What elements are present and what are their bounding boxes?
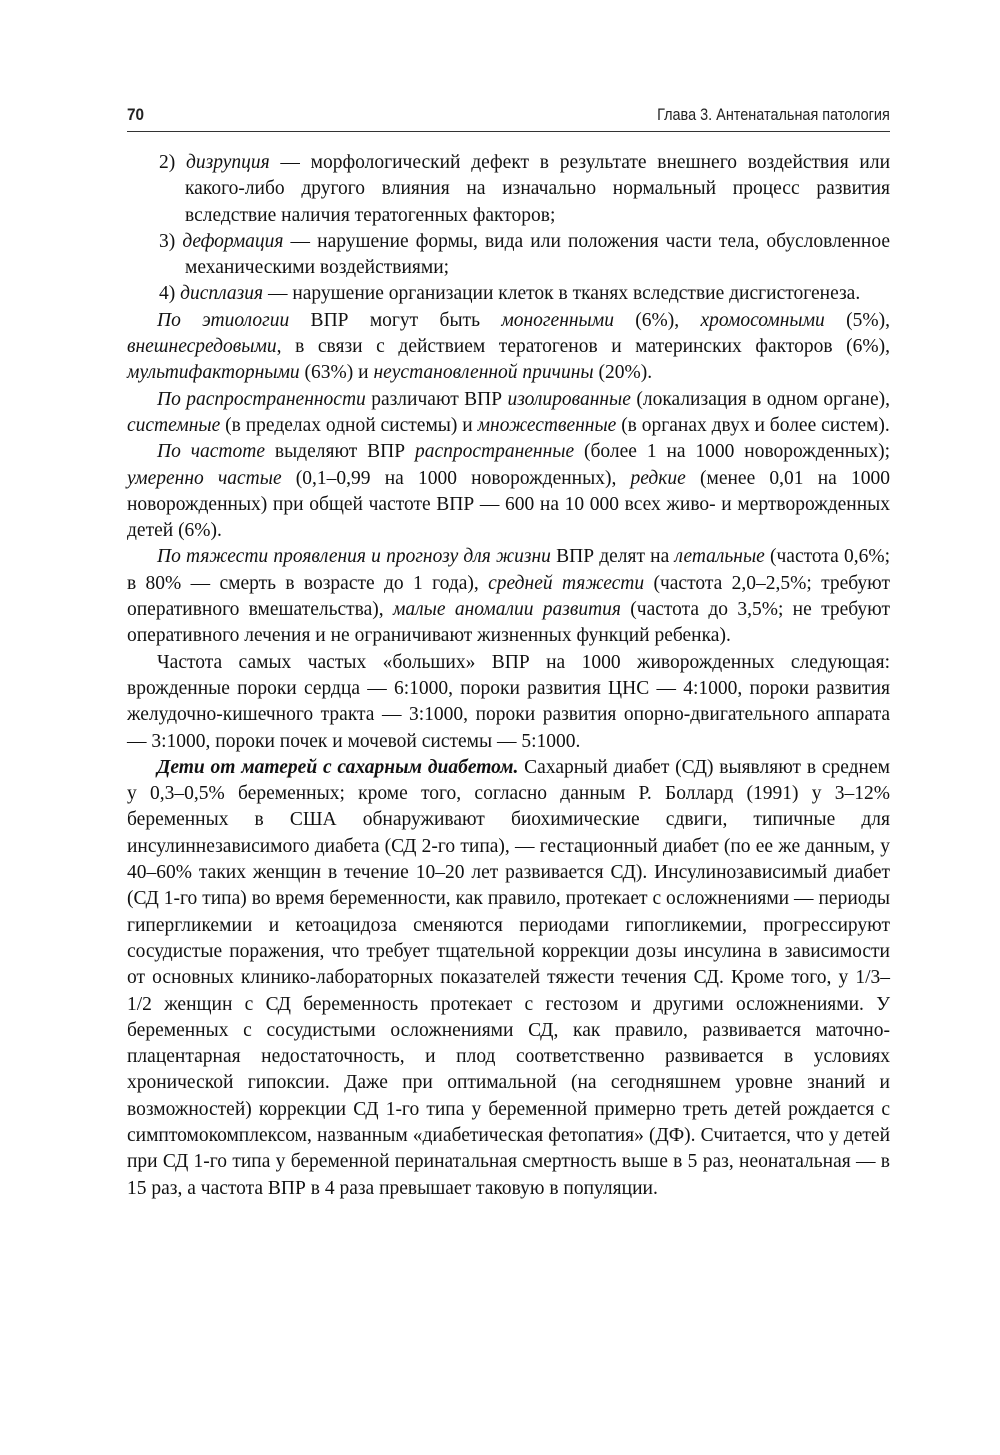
text-run: различают ВПР bbox=[365, 388, 508, 410]
term: средней тяжести bbox=[488, 572, 645, 594]
list-text: — морфологический дефект в результате внешнего воздействия или какого-либо другого влияния на изначально нормальный процесс развития вследствие наличия тератогенных факторов; bbox=[185, 152, 891, 226]
text-run: выделяют ВПР bbox=[264, 441, 415, 463]
text-run: (0,1–0,99 на 1000 новорожденных), bbox=[281, 467, 631, 489]
paragraph-diabetes bbox=[127, 755, 890, 1202]
list-term: дизрупция bbox=[186, 152, 270, 173]
list-marker: 2) bbox=[159, 152, 176, 173]
term: хромосомными bbox=[700, 309, 825, 331]
term: неустановленной причины bbox=[373, 362, 594, 384]
list-item bbox=[127, 229, 890, 282]
page-body bbox=[127, 150, 890, 1202]
list-marker: 4) bbox=[159, 283, 176, 305]
term: распространенные bbox=[414, 441, 575, 463]
term: мультифакторными bbox=[127, 362, 300, 384]
text-run: (в пределах одной системы) и bbox=[220, 414, 478, 436]
text-run: (частота 2,0–2,5%; требуют оперативного вмешательства), bbox=[127, 572, 891, 621]
section-heading: Дети от матерей с сахарным диабетом. bbox=[157, 756, 519, 778]
term: моногенными bbox=[501, 309, 614, 331]
text-run: (частота до 3,5%; не требуют оперативного лечения и не ограничивают жизненных функций ребенка). bbox=[127, 599, 890, 647]
list-term: деформация bbox=[182, 230, 284, 252]
term: множественные bbox=[477, 414, 617, 436]
term: системные bbox=[127, 414, 221, 436]
chapter-title: Глава 3. Антенатальная патология bbox=[657, 105, 890, 124]
text-run: (5%), bbox=[824, 309, 891, 331]
list-text: — нарушение организации клеток в тканях вследствие дисгистогенеза. bbox=[263, 283, 861, 305]
paragraph-frequency bbox=[127, 439, 890, 544]
text-run: ВПР делят на bbox=[550, 546, 675, 568]
page-number: 70 bbox=[127, 105, 145, 124]
text-run: (в органах двух и более систем). bbox=[616, 414, 890, 436]
text-run: (63%) и bbox=[299, 362, 374, 384]
page-header bbox=[127, 105, 890, 132]
list-term: дисплазия bbox=[180, 283, 264, 305]
text-run: (20%). bbox=[593, 362, 653, 384]
term: внешнесредовыми bbox=[127, 336, 277, 358]
text-run: , в связи с действием тератогенов и материнских факторов (6%), bbox=[276, 336, 890, 358]
text-run: (частота 0,6%; в 80% — смерть в возрасте до 1 года), bbox=[127, 546, 890, 594]
lead-term: По этиологии bbox=[157, 309, 290, 331]
paragraph-severity bbox=[127, 544, 890, 649]
term: редкие bbox=[630, 467, 686, 489]
paragraph-prevalence bbox=[127, 387, 890, 440]
paragraph-major-frequency: Частота самых частых «больших» ВПР на 1000 живорожденных следующая: врожденные пороки сердца — 6:1000, пороки развития ЦНС — 4:1000, пороки развития желудочно-кишечного тракта — 3:1000, пороки развития опорно-двигательного аппарата — 3:1000, пороки почек и мочевой системы — 5:1000. bbox=[127, 651, 890, 752]
list-item bbox=[127, 150, 890, 229]
term: умеренно частые bbox=[127, 467, 282, 489]
list-marker: 3) bbox=[159, 230, 176, 252]
lead-term: По распространенности bbox=[157, 388, 366, 410]
text-run: (локализация в одном органе), bbox=[630, 388, 890, 410]
text-run: (менее 0,01 на 1000 новорожденных) при общей частоте ВПР — 600 на 10 000 всех живо- и мертворожденных детей (6%). bbox=[127, 467, 890, 542]
term: изолированные bbox=[507, 388, 631, 410]
term: летальные bbox=[674, 546, 765, 568]
text-run: (более 1 на 1000 новорожденных); bbox=[574, 441, 890, 463]
list-text: — нарушение формы, вида или положения части тела, обусловленное механическими воздействиями; bbox=[185, 230, 890, 279]
term: малые аномалии развития bbox=[392, 599, 621, 621]
lead-term: По частоте bbox=[157, 441, 265, 463]
paragraph-etiology bbox=[127, 308, 890, 387]
lead-term: По тяжести проявления и прогнозу для жизни bbox=[157, 546, 551, 568]
list-item bbox=[127, 281, 890, 307]
text-run: ВПР могут быть bbox=[289, 309, 502, 331]
text-run: (6%), bbox=[613, 309, 701, 331]
text-run: Сахарный диабет (СД) выявляют в среднем у 0,3–0,5% беременных; кроме того, согласно данным Р. Боллард (1991) у 3–12% беременных в США обнаруживают биохимические сдвиги, типичные для инсулиннезависимого диабета (СД 2-го типа), — гестационный диабет (по ее же данным, у 40–60% таких женщин в течение 10–20 лет развивается СД). Инсулинозависимый диабет (СД 1-го типа) во время беременности, как правило, протекает с осложнениями — периоды гипергликемии и кетоацидоза сменяются периодами гипогликемии, прогрессируют сосудистые поражения, что требует тщательной коррекции дозы инсулина в зависимости от основных клинико-лабораторных показателей тяжести течения СД. Кроме того, у 1/3–1/2 женщин с СД беременность протекает с гестозом и другими осложнениями. У беременных с сосудистыми осложнениями СД, как правило, развивается маточно-плацентарная недостаточность, и плод соответственно развивается в условиях хронической гипоксии. Даже при оптимальной (на сегодняшнем уровне знаний и возможностей) коррекции СД 1-го типа у беременной примерно треть детей рождается с симптомокомплексом, названным «диабетическая фетопатия» (ДФ). Считается, что у детей при СД 1-го типа у беременной перинатальная смертность выше в 5 раз, неонатальная — в 15 раз, а частота ВПР в 4 раза превышает таковую в популяции. bbox=[127, 756, 890, 1199]
